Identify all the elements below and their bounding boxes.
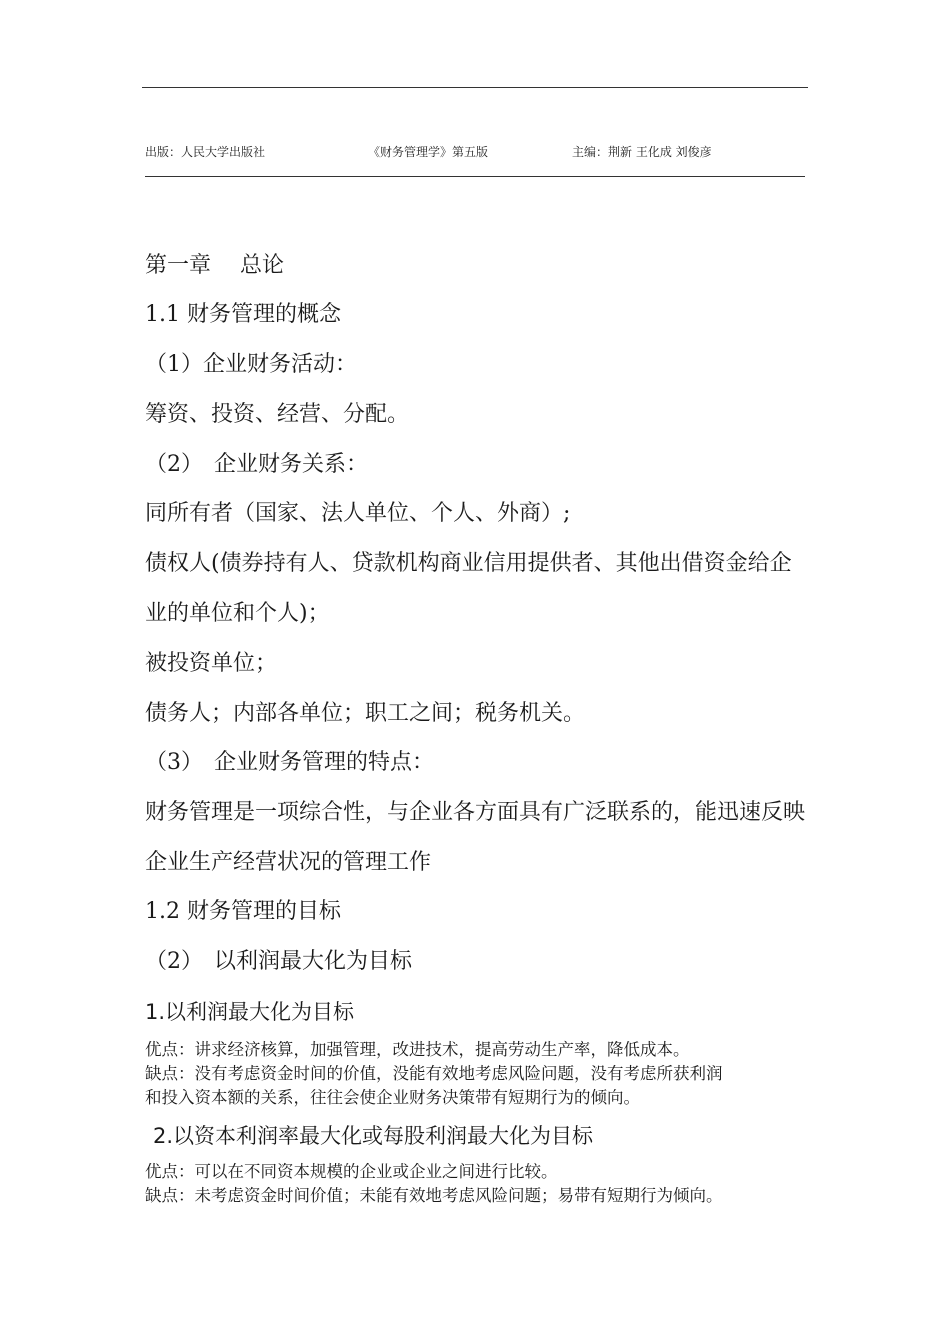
section-heading: 1.2 财务管理的目标 <box>145 899 341 924</box>
paragraph-label: （2） 以利润最大化为目标 <box>145 949 412 974</box>
cons-text: 缺点：未考虑资金时间价值；未能有效地考虑风险问题；易带有短期行为倾向。 <box>145 1186 723 1205</box>
cons-text: 缺点：没有考虑资金时间的价值，没能有效地考虑风险问题，没有考虑所获利润 <box>145 1064 723 1083</box>
pros-text: 优点：讲求经济核算，加强管理，改进技术，提高劳动生产率，降低成本。 <box>145 1040 690 1059</box>
section-heading: 1.1 财务管理的概念 <box>145 302 341 327</box>
header-editors: 主编：荆新 王化成 刘俊彦 <box>572 145 712 159</box>
paragraph-label: （3） 企业财务管理的特点： <box>145 750 434 775</box>
cons-text: 和投入资本额的关系，往往会使企业财务决策带有短期行为的倾向。 <box>145 1088 640 1107</box>
paragraph-text: 同所有者（国家、法人单位、个人、外商）; <box>145 501 571 526</box>
header-bottom-rule <box>145 176 805 177</box>
header-top-rule <box>142 87 808 88</box>
subheading: 2.以资本利润率最大化或每股利润最大化为目标 <box>153 1124 594 1148</box>
paragraph-label: （2） 企业财务关系： <box>145 452 368 477</box>
subheading: 1.以利润最大化为目标 <box>145 1000 355 1024</box>
chapter-title: 第一章 总论 <box>145 253 284 278</box>
header-book-title: 《财务管理学》第五版 <box>368 145 489 159</box>
pros-text: 优点：可以在不同资本规模的企业或企业之间进行比较。 <box>145 1162 558 1181</box>
paragraph-text: 财务管理是一项综合性，与企业各方面具有广泛联系的，能迅速反映 <box>145 800 806 825</box>
paragraph-text: 债务人；内部各单位；职工之间；税务机关。 <box>145 701 586 726</box>
paragraph-text: 企业生产经营状况的管理工作 <box>145 850 432 875</box>
header-publisher: 出版：人民大学出版社 <box>145 145 266 159</box>
paragraph-text: 债权人(债券持有人、贷款机构商业信用提供者、其他出借资金给企 <box>145 551 792 576</box>
paragraph-text: 被投资单位； <box>145 651 278 676</box>
paragraph-text: 业的单位和个人)； <box>145 601 330 626</box>
paragraph-text: 筹资、投资、经营、分配。 <box>145 402 410 427</box>
paragraph-label: （1）企业财务活动： <box>145 352 357 377</box>
